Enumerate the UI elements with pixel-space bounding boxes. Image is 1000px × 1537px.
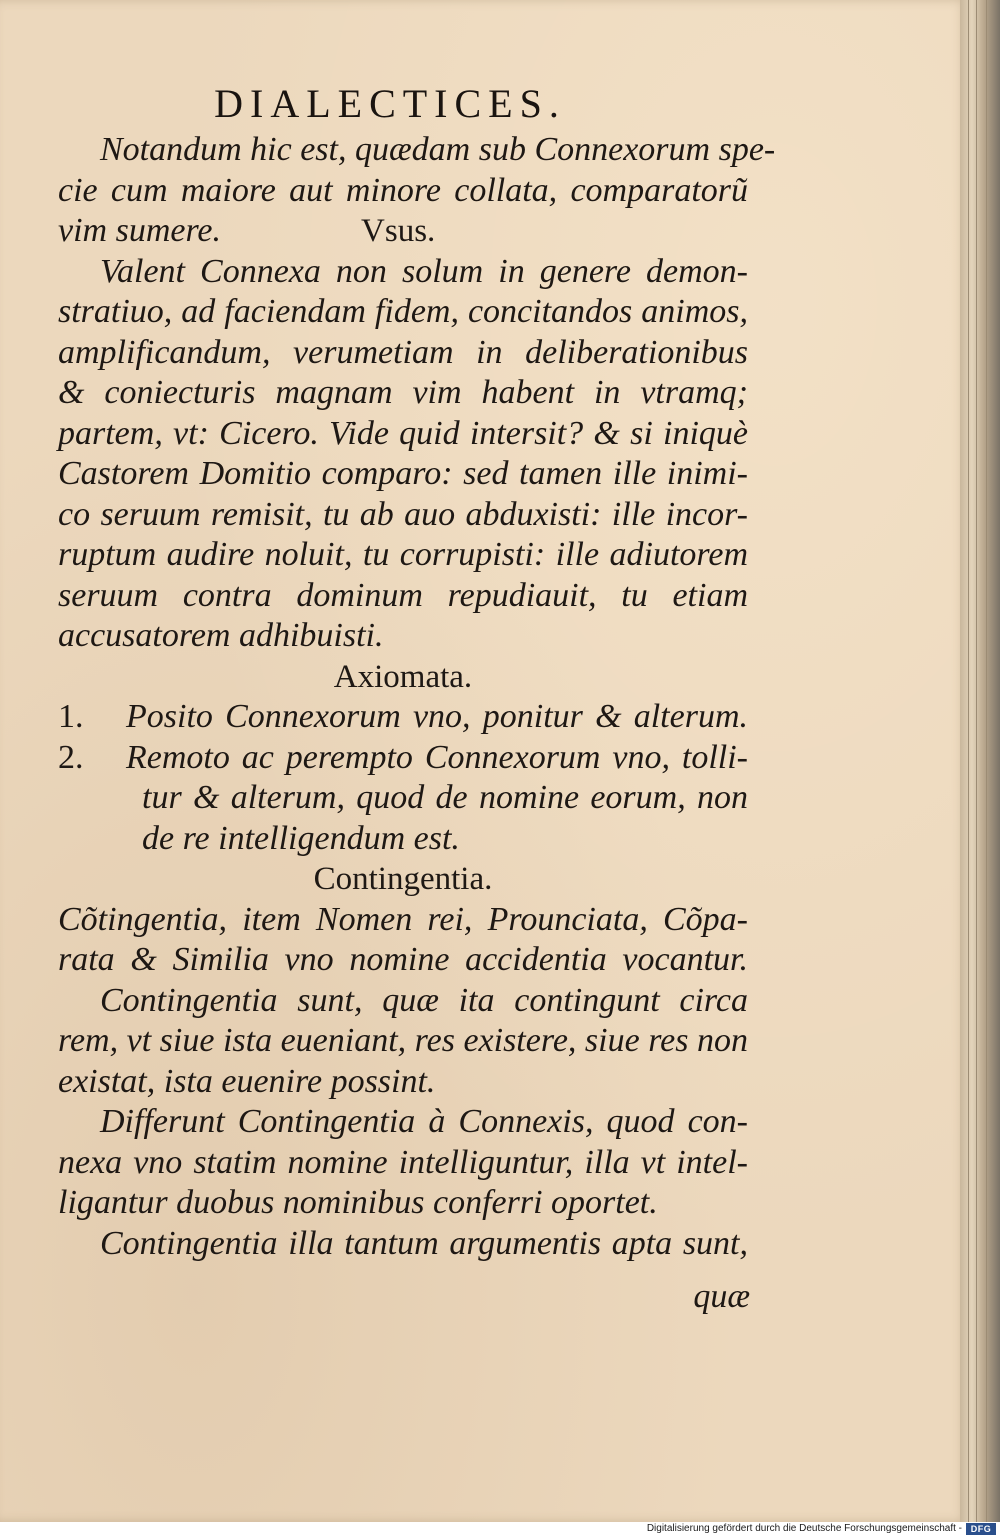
heading-contingentia: Contingentia. <box>313 861 493 897</box>
text-line: seruum contra dominum repudiauit, tu etiam <box>58 576 748 614</box>
text-line: Cõtingentia, item Nomen rei, Prounciata, Cõpa- <box>58 900 748 938</box>
text-line: rem, vt siue ista eueniant, res existere, siue res non <box>58 1022 748 1059</box>
text-line: accusatorem adhibuisti. <box>58 617 384 654</box>
book-edge <box>960 0 1000 1522</box>
heading-axiomata: Axiomata. <box>333 658 473 695</box>
text-line: ruptum audire noluit, tu corrupisti: ille adiutorem <box>58 536 748 573</box>
text-line: rata & Similia vno nomine accidentia vocantur. <box>58 941 748 978</box>
text-line: Contingentia illa tantum argumentis apta sunt, <box>100 1224 748 1262</box>
axiom-text: Posito Connexorum vno, ponitur & alterum. <box>126 698 748 735</box>
text-line: & coniecturis magnam vim habent in vtramq; <box>58 374 748 411</box>
text-line: nexa vno statim nomine intelliguntur, illa vt intel- <box>58 1143 748 1181</box>
text-line: Valent Connexa non solum in genere demon- <box>100 252 748 290</box>
footer-credit: Digitalisierung gefördert durch die Deutsche Forschungsgemeinschaft - <box>646 1523 962 1534</box>
text-line: ligantur duobus nominibus conferri oportet. <box>58 1184 658 1221</box>
heading-usus: Vsus. <box>361 213 436 249</box>
axiom-continuation: tur & alterum, quod de nomine eorum, non <box>142 779 748 816</box>
axiom-number: 2. <box>58 738 84 776</box>
text-line: existat, ista euenire possint. <box>58 1062 436 1100</box>
dfg-logo-icon: DFG <box>966 1523 996 1535</box>
text-line: Differunt Contingentia à Connexis, quod con- <box>100 1103 748 1140</box>
text-line: co seruum remisit, tu ab auo abduxisti: ille incor- <box>58 495 748 533</box>
text-line: Contingentia sunt, quæ ita contingunt circa <box>100 981 748 1019</box>
axiom-row <box>58 697 748 738</box>
text-line: amplificandum, verumetiam in deliberationibus <box>58 333 748 371</box>
axiom-text: Remoto ac perempto Connexorum vno, tolli- <box>126 738 748 776</box>
axiom-row <box>58 738 748 779</box>
text-line: Notandum hic est, quædam sub Connexorum spe- <box>100 131 776 168</box>
running-head: DIALECTICES. <box>214 81 566 126</box>
text-line: stratiuo, ad faciendam fidem, concitandos animos, <box>58 293 748 330</box>
text-line: partem, vt: Cicero. Vide quid intersit? & si iniquè <box>58 414 748 452</box>
text-block <box>58 130 776 1264</box>
axiom-number: 1. <box>58 698 84 735</box>
catchword: quæ <box>693 1278 750 1315</box>
text-line: Castorem Domitio comparo: sed tamen ille inimi- <box>58 455 748 492</box>
text-line: cie cum maiore aut minore collata, comparatorũ <box>58 171 748 209</box>
text-line-with-heading <box>58 211 748 252</box>
axiom-continuation: de re intelligendum est. <box>142 819 460 857</box>
text-line: vim sumere. <box>58 212 222 249</box>
